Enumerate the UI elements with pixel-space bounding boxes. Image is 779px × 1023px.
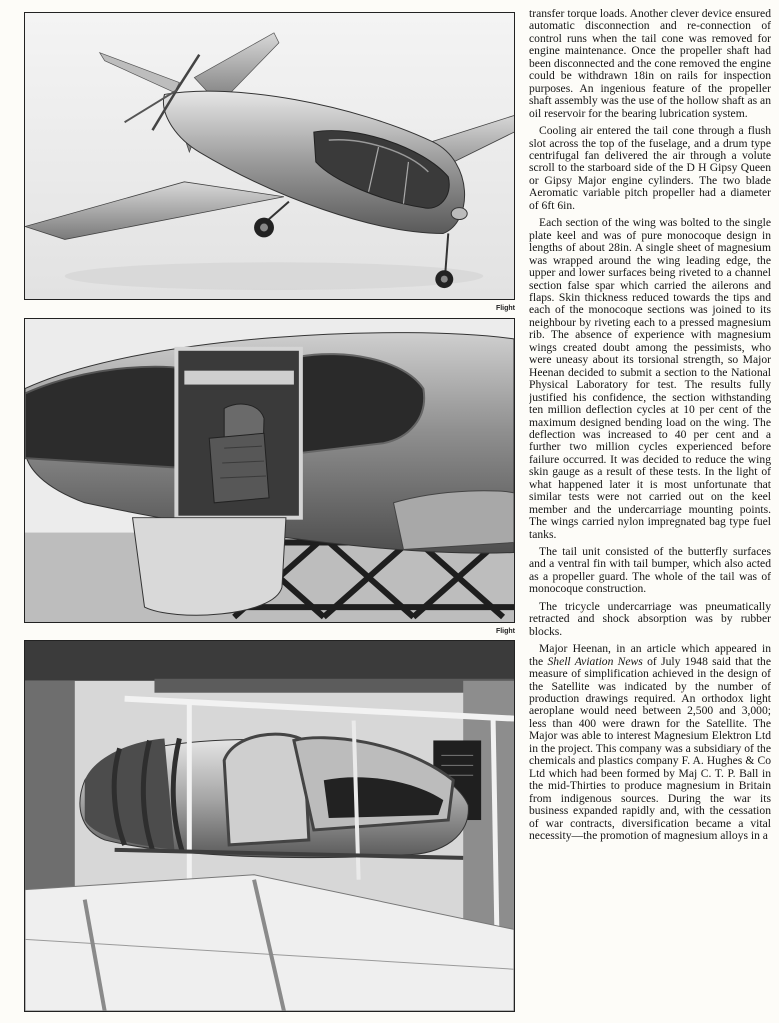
cockpit-closeup-photo xyxy=(24,318,515,623)
paragraph-text: Major Heenan, in an article which appeared in the xyxy=(529,642,771,668)
article-paragraph xyxy=(529,643,771,842)
article-paragraph: The tail unit consisted of the butterfly surfaces and a ventral fin with tail bumper, which also acted as a propeller guard. The whole of the tail was of monocoque construction. xyxy=(529,545,771,596)
article-paragraph: Each section of the wing was bolted to the single plate keel and was of pure monocoque design in lengths of about 28in. A single sheet of magnesium was wrapped around the wing leading edge, the upper and lower surfaces being riveted to a channel section false spar which carried the ailerons and flaps. Skin thickness reduced towards the tips and each of the monocoque sections was joined to its neighbour by riveting each to a pressed magnesium rib. The absence of experience with magnesium wings created doubt among the pessimists, who were uneasy about its torsional strength, so Major Heenan decided to submit a section to the National Physical Laboratory for test. The results fully justified his confidence, the section withstanding ten million deflection cycles at 10 per cent of the maximum designed bending load on the wing. The deflection was increased to 40 per cent and a further two million cycles experienced before failure occurred. It was decided to reduce the wing skin gauge as a result of these tests. In the light of what happened later it is most unfortunate that similar tests were not carried out on the keel member and the undercarriage mounting points. The wings carried nylon impregnated bag type fuel tanks. xyxy=(529,216,771,541)
article-paragraph: The tricycle undercarriage was pneumatically retracted and shock absorption was by rubber blocks. xyxy=(529,599,771,638)
aircraft-model-photo xyxy=(24,12,515,300)
photo-credit: Flight xyxy=(495,628,515,635)
cockpit-illustration xyxy=(25,319,514,622)
fuselage-construction-illustration xyxy=(25,641,514,1011)
article-text-column xyxy=(529,8,771,1020)
aircraft-model-illustration xyxy=(25,13,514,299)
paragraph-text: of July 1948 said that the measure of simplification achieved in the design of the Satellite was indicated by the number of production drawings required. An orthodox light aeroplane would need between 2,500 and 3,000; less than 400 were drawn for the Satellite. The Major was able to interest Magnesium Elektron Ltd in the project. This company was a subsidiary of the chemicals and plastics company F. A. Hughes & Co Ltd which had been formed by Maj C. T. P. Ball in the mid-Thirties to produce magnesium in Britain from indigenous sources. During the war its business expanded rapidly and, with the cessation of war contracts, diversification became a vital necessity—the promotion of magnesium alloys in a xyxy=(529,654,771,842)
article-paragraph: transfer torque loads. Another clever device ensured automatic disconnection and re-connection of control runs when the tail cone was removed for engine maintenance. Once the propeller shaft had been disconnected and the cone removed the engine could be withdrawn 18in on rails for inspection purposes. An ingenious feature of the propeller shaft assembly was the use of the hollow shaft as an oil reservoir for the bearing lubrication system. xyxy=(529,8,771,120)
photo-credit: Flight xyxy=(495,305,515,312)
publication-title: Shell Aviation News xyxy=(547,654,643,668)
article-paragraph: Cooling air entered the tail cone through a flush slot across the top of the fuselage, and a drum type centrifugal fan delivered the air through a volute scroll to the starboard side of the D H Gipsy Queen or Gipsy Major engine cylinders. The two blade Aeromatic variable pitch propeller had a diameter of 6ft 6in. xyxy=(529,124,771,212)
workshop-construction-photo xyxy=(24,640,515,1012)
